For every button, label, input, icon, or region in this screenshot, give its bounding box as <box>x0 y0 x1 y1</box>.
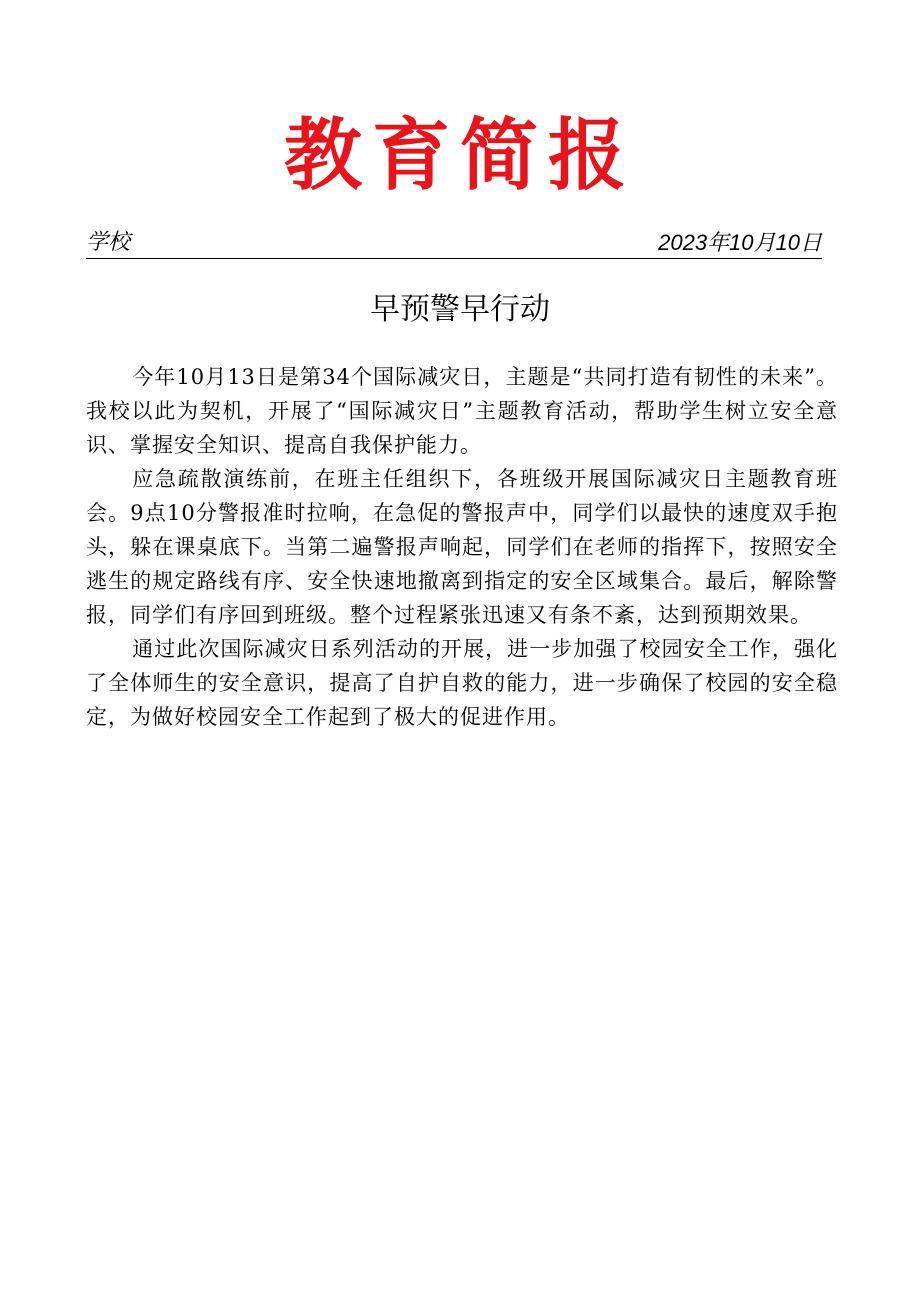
meta-line <box>86 228 822 259</box>
school-label: 学校 <box>86 230 131 255</box>
paragraph: 今年10月13日是第34个国际减灾日，主题是“共同打造有韧性的未来”。我校以此为契机，开展了“国际减灾日”主题教育活动，帮助学生树立安全意识、掌握安全知识、提高自我保护能力。 <box>86 365 838 457</box>
article-title: 早预警早行动 <box>370 292 550 327</box>
paragraph: 应急疏散演练前，在班主任组织下，各班级开展国际减灾日主题教育班会。9点10分警报准时拉响，在急促的警报声中，同学们以最快的速度双手抱头，躲在课桌底下。当第二遍警报声响起，同学们在老师的指挥下，按照安全逃生的规定路线有序、安全快速地撤离到指定的安全区域集合。最后，解除警报，同学们有序回到班级。整个过程紧张迅速又有条不紊，达到预期效果。 <box>86 467 838 627</box>
masthead-title: 教育简报 <box>283 110 636 201</box>
article-body <box>86 360 838 734</box>
issue-date: 2023年10月10日 <box>658 230 822 255</box>
paragraph: 通过此次国际减灾日系列活动的开展，进一步加强了校园安全工作，强化了全体师生的安全意识，提高了自护自救的能力，进一步确保了校园的安全稳定，为做好校园安全工作起到了极大的促进作用。 <box>86 637 838 729</box>
